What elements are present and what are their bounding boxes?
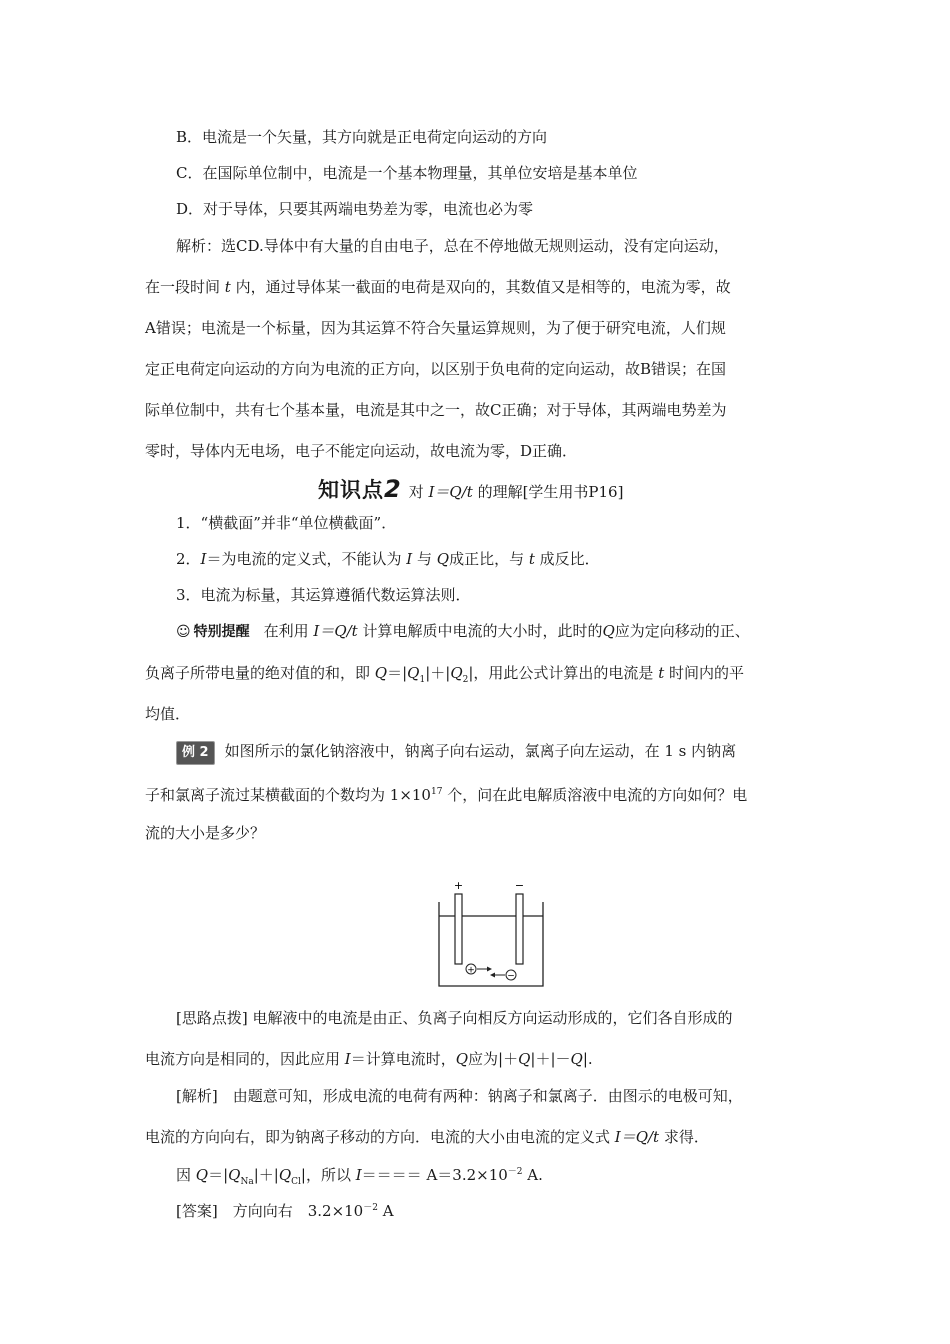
section-number: 2: [384, 475, 401, 503]
answer-label: [答案]: [176, 1202, 218, 1220]
answer-line: [答案] 方向向右 $3.2\times 10^{-2}$ A: [176, 1202, 394, 1220]
tip-line-2: 负离子所带电量的绝对值的和，即 $Q=|Q_1|+|Q_2|$，用此公式计算出的电流是 t 时间内的平: [145, 664, 744, 685]
point-1: 1．“横截面”并非“单位横截面”．: [176, 514, 397, 532]
cathode-sign: −: [514, 880, 525, 892]
hint-line-2: 电流方向是相同的，因此应用 I＝计算电流时，Q应为|＋Q|＋|－Q|.: [145, 1050, 593, 1068]
solution-line-2: 电流的方向向右，即为钠离子移动的方向．电流的大小由电流的定义式 I＝Q/t 求得．: [145, 1128, 709, 1146]
section-label: 知识点: [318, 478, 384, 502]
analysis-line-6: 零时，导体内无电场，电子不能定向运动，故电流为零，D正确．: [145, 442, 578, 460]
analysis-line-5: 际单位制中，共有七个基本量，电流是其中之一，故C正确；对于导体，其两端电势差为: [145, 401, 727, 419]
cathode-electrode: [516, 894, 523, 964]
point-2: 2．I＝为电流的定义式，不能认为 I 与 Q成正比，与 t 成反比．: [176, 550, 600, 568]
example-line-1: 例 2 如图所示的氯化钠溶液中，钠离子向右运动，氯离子向左运动，在 1 s 内钠离: [176, 741, 736, 765]
example-line-2: 子和氯离子流过某横截面的个数均为 $1\times 10^{17}$ 个，问在此电解质溶液中电流的方向如何？电: [145, 786, 748, 804]
analysis-line-1: 解析：选CD.导体中有大量的自由电子，总在不停地做无规则运动，没有定向运动，: [176, 237, 729, 255]
tip-line-1: ☺ 特别提醒 在利用 I＝Q/t 计算电解质中电流的大小时，此时的Q应为定向移动的正、: [176, 622, 750, 640]
sodium-ion-sign: +: [467, 965, 475, 976]
option-d: D．对于导体，只要其两端电势差为零，电流也必为零: [176, 200, 534, 218]
tip-line-3: 均值．: [145, 705, 191, 723]
chloride-arrow-head: [490, 973, 495, 978]
analysis-line-4: 定正电荷定向运动的方向为电流的正方向，以区别于负电荷的定向运动，故B错误；在国: [145, 360, 727, 378]
tip-label: ☺ 特别提醒: [176, 624, 250, 640]
analysis-line-2: 在一段时间 t 内，通过导体某一截面的电荷是双向的，其数值又是相等的，电流为零，故: [145, 278, 731, 296]
smile-icon: ☺: [176, 624, 191, 640]
chloride-ion-sign: −: [507, 971, 515, 982]
section-heading: [318, 474, 623, 504]
electrolysis-diagram: [437, 880, 549, 990]
option-b: B．电流是一个矢量，其方向就是正电荷定向运动的方向: [176, 128, 548, 146]
solution-line-1: [解析] 由题意可知，形成电流的电荷有两种：钠离子和氯离子．由图示的电极可知，: [176, 1087, 743, 1105]
example-badge: 例 2: [176, 741, 215, 765]
solution-line-3: 因 $Q=|Q_{Na}|+|Q_{Cl}|$，所以 $I==== A=3.2\times 10^{-2}$ A.: [176, 1166, 543, 1187]
hint-line-1: [思路点拨] 电解液中的电流是由正、负离子向相反方向运动形成的，它们各自形成的: [176, 1009, 733, 1027]
example-line-3: 流的大小是多少？: [145, 824, 266, 842]
anode-sign: +: [453, 880, 464, 892]
point-3: 3．电流为标量，其运算遵循代数运算法则．: [176, 586, 471, 604]
option-c: C．在国际单位制中，电流是一个基本物理量，其单位安培是基本单位: [176, 164, 638, 182]
anode-electrode: [455, 894, 462, 964]
sodium-arrow-head: [487, 967, 492, 972]
analysis-line-3: A错误；电流是一个标量，因为其运算不符合矢量运算规则，为了便于研究电流，人们规: [145, 319, 726, 337]
section-title: 对 I＝Q/t 的理解[学生用书P16]: [408, 483, 624, 501]
